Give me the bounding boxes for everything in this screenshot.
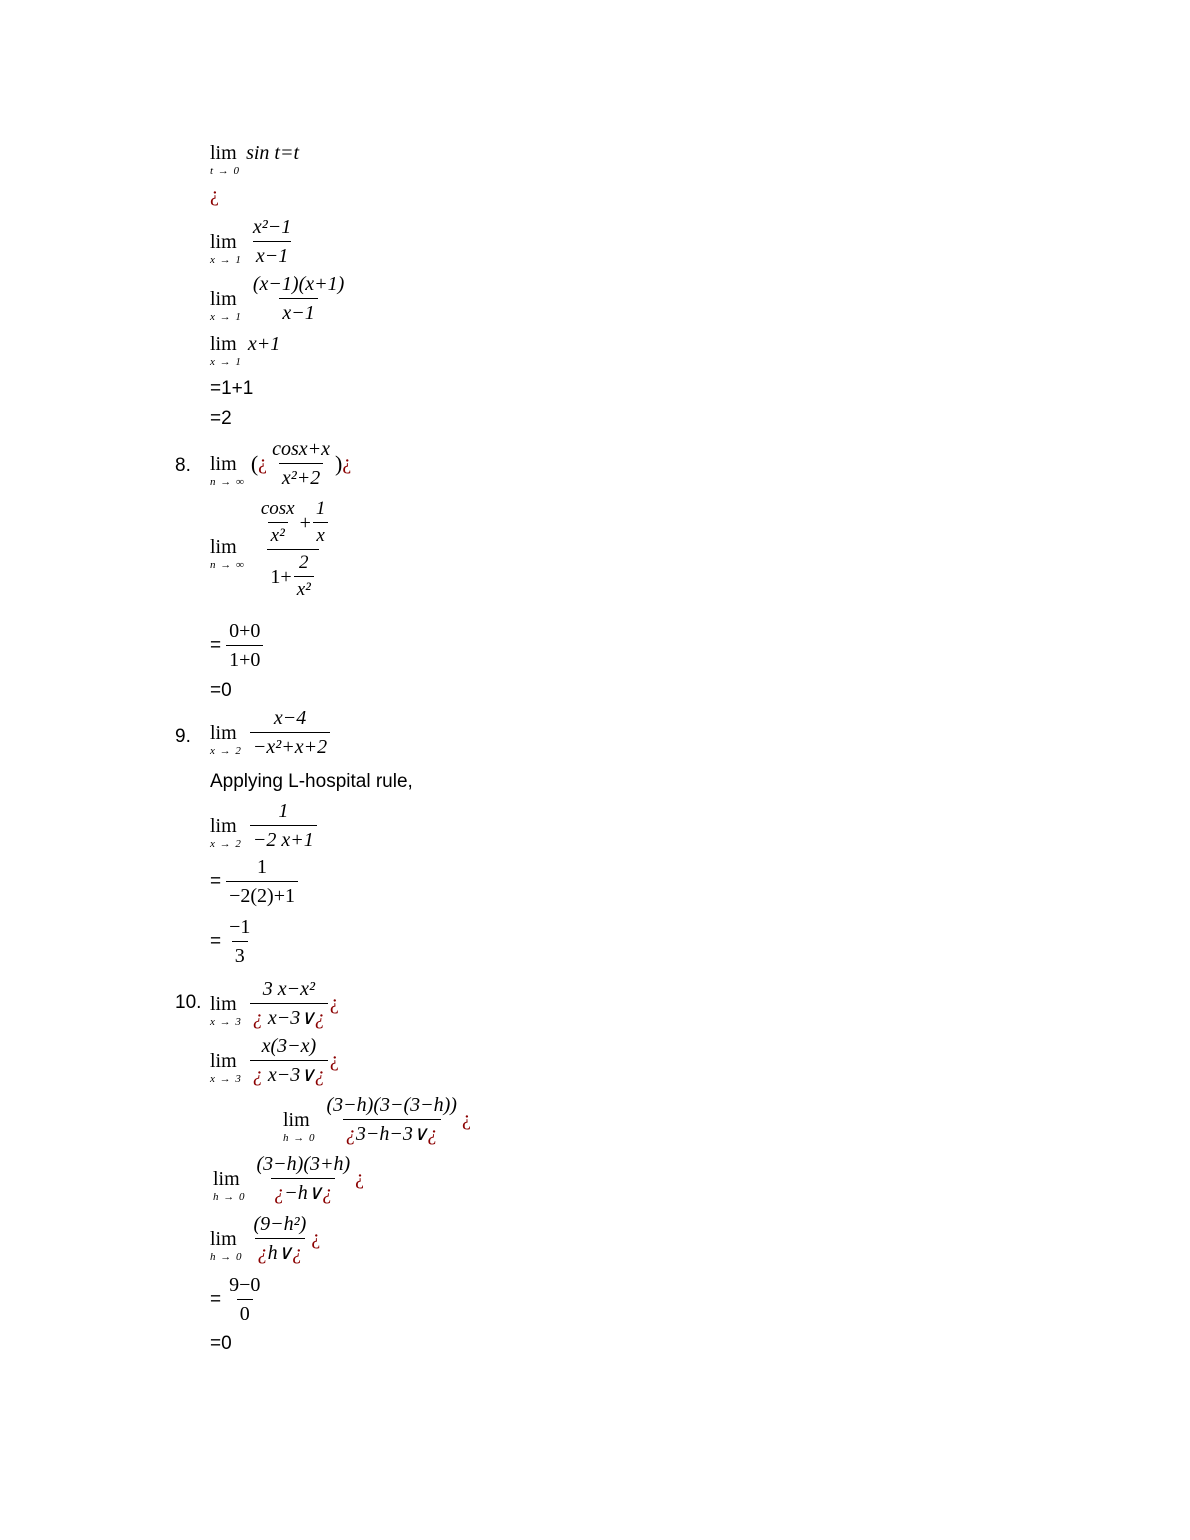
fraction: $\frac{1}{-2(2)+1}$: [226, 855, 298, 908]
problem-number: 9.: [175, 726, 191, 747]
fraction: $\frac{-1}{3}$: [229, 916, 251, 967]
limit-operator: lim x → 1: [210, 333, 242, 368]
limit-operator: lim x → 3: [210, 992, 242, 1028]
limit-operator: lim h → 0: [213, 1167, 246, 1203]
expression: x+1: [247, 332, 281, 355]
expr-line: [210, 333, 280, 369]
fraction: $\frac{(3-h)(3+h)}{¿-h\vee¿}$: [256, 1153, 351, 1204]
result-line: =0: [210, 680, 232, 701]
fraction: $\frac{1}{-2 x+1}$: [250, 799, 317, 852]
expr-line: lim h → 0 $\frac{\text{(9−h²)}}{¿h\vee¿}$ ¿: [210, 1213, 321, 1264]
fraction: $\frac{(3-h)(3-(3-h))}{¿3-h-3\vee¿}$: [326, 1094, 457, 1145]
limit-operator: lim n → ∞: [210, 535, 245, 571]
expr-line: [210, 272, 349, 325]
expr-line: [210, 799, 319, 852]
limit-operator: lim x → 3: [210, 1049, 242, 1085]
fraction: $\frac{0+0}{1+0}$: [226, 619, 263, 672]
fraction: $\frac{x(3-x)}{¿ x-3\vee¿}$: [250, 1034, 328, 1087]
placeholder-glyph: ¿: [210, 184, 219, 206]
expr-line: [210, 215, 296, 268]
expr-line: lim h → 0 $\frac{(3-h)(3-(3-h))}{¿3-h-3\vee¿}$ ¿: [283, 1094, 471, 1145]
fraction: $\frac{(x-1)(x+1)}{x-1}$: [252, 273, 345, 324]
compound-fraction: $\frac{\cos x}{\text{x²}}$ + $\frac{1}{x}$ 1+ $\frac{2}{\text{x²}}$: [253, 498, 334, 601]
expr-line: = $\frac{0+0}{1+0}$: [210, 619, 265, 672]
text-line: Applying L-hospital rule,: [210, 771, 413, 792]
limit-operator: lim h → 0: [210, 1227, 243, 1263]
limit-operator: lim x → 1: [210, 230, 242, 266]
problem-number: 10.: [175, 992, 202, 1013]
limit-operator: lim x → 1: [210, 287, 242, 323]
limit-operator: lim n → ∞: [210, 452, 245, 488]
limit-operator: lim x → 2: [210, 721, 242, 757]
limit-operator: lim t → 0: [210, 142, 241, 177]
expr-line: lim x → 3 $\frac{\text{3 x−x²}}{¿ x-3\vee¿}$ ¿: [210, 978, 339, 1029]
limit-operator: lim x → 2: [210, 814, 242, 850]
fraction: $\frac{\text{x²−1}}{x-1}$: [252, 216, 292, 267]
expr-line: lim n → ∞ ( ¿ $\frac{\cos x+x}{\text{x²+2}}$ ) ¿: [210, 438, 352, 489]
fraction: $\frac{\cos x+x}{\text{x²+2}}$: [272, 438, 330, 489]
fraction: $\frac{x-4}{\text{−x²+x+2}}$: [250, 706, 330, 759]
expression: sin t=t: [246, 141, 300, 164]
limit-operator: lim h → 0: [283, 1108, 316, 1144]
expr-line: = $\frac{-1}{3}$: [210, 915, 255, 968]
fraction: $\frac{\text{3 x−x²}}{¿ x-3\vee¿}$: [250, 977, 328, 1030]
fraction: $\frac{\text{(9−h²)}}{¿h\vee¿}$: [253, 1213, 307, 1264]
expr-line: = $\frac{1}{-2(2)+1}$: [210, 855, 300, 908]
problem-number: 8.: [175, 455, 191, 476]
expr-line: [210, 498, 335, 601]
result-line: =0: [210, 1333, 232, 1354]
expr-line: lim x → 3 $\frac{x(3-x)}{¿ x-3\vee¿}$ ¿: [210, 1035, 339, 1086]
expr-line: lim h → 0 $\frac{(3-h)(3+h)}{¿-h\vee¿}$ ¿: [213, 1153, 365, 1204]
result-line: =2: [210, 408, 232, 429]
expr-line: = $\frac{9-0}{0}$: [210, 1273, 265, 1326]
expr-line: [210, 706, 332, 759]
expr-line: [210, 142, 299, 178]
fraction: $\frac{9-0}{0}$: [229, 1274, 261, 1325]
result-line: =1+1: [210, 378, 254, 399]
